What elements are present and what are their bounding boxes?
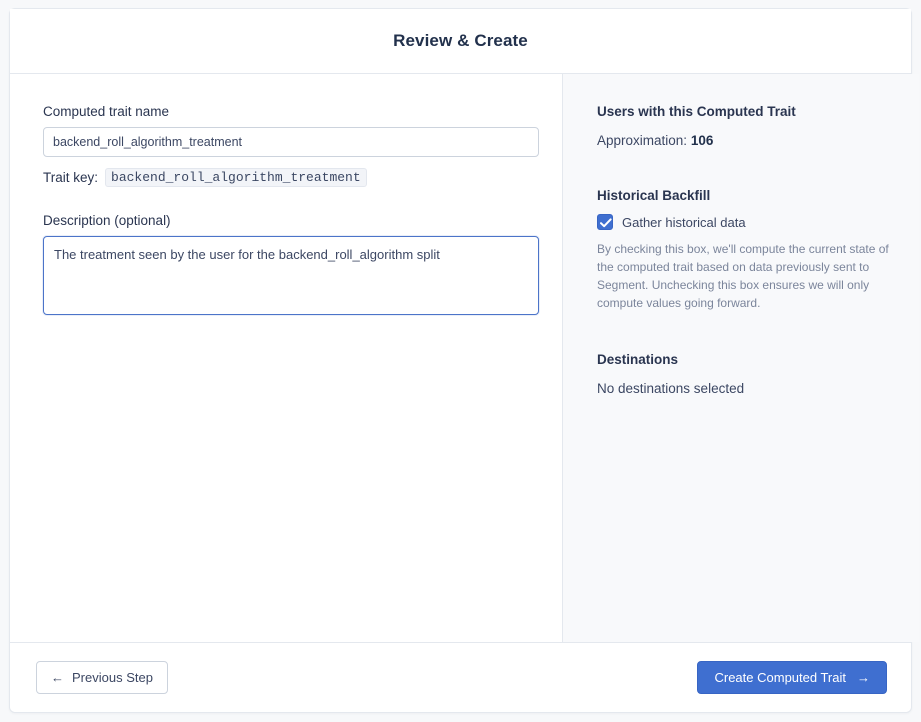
previous-step-label: Previous Step — [72, 670, 153, 685]
create-computed-trait-label: Create Computed Trait — [714, 670, 846, 685]
description-textarea[interactable] — [43, 236, 539, 315]
trait-key-label: Trait key: — [43, 170, 99, 185]
approximation-label: Approximation: — [597, 133, 688, 148]
gather-historical-data-label: Gather historical data — [622, 214, 746, 230]
approximation-value: 106 — [690, 133, 714, 148]
checkbox-checked-icon[interactable] — [597, 214, 613, 230]
gather-historical-data-row[interactable] — [597, 214, 889, 230]
summary-column — [563, 74, 919, 642]
page-title: Review & Create — [393, 31, 528, 50]
computed-trait-name-input[interactable] — [43, 127, 539, 157]
trait-key-row — [43, 168, 532, 187]
arrow-left-icon: ← — [51, 670, 64, 685]
create-computed-trait-button[interactable] — [697, 661, 887, 694]
review-create-panel — [9, 8, 912, 713]
backfill-help-text: By checking this box, we'll compute the current state of the computed trait based on data previously sent to Segment. Unchecking this box ensures we will only compute values going forward. — [597, 242, 889, 310]
historical-backfill-title: Historical Backfill — [597, 188, 711, 203]
panel-body — [10, 74, 911, 642]
users-with-trait-title: Users with this Computed Trait — [597, 104, 796, 119]
approximation-row — [597, 133, 889, 148]
form-column — [10, 74, 563, 642]
computed-trait-name-label: Computed trait name — [43, 104, 170, 119]
previous-step-button[interactable] — [36, 661, 168, 694]
panel-header — [10, 9, 911, 74]
destinations-title: Destinations — [597, 352, 679, 367]
panel-footer — [10, 642, 911, 712]
arrow-right-icon: → — [857, 670, 870, 685]
description-label: Description (optional) — [43, 213, 171, 228]
trait-key-value: backend_roll_algorithm_treatment — [105, 168, 367, 187]
destinations-value: No destinations selected — [597, 381, 745, 396]
